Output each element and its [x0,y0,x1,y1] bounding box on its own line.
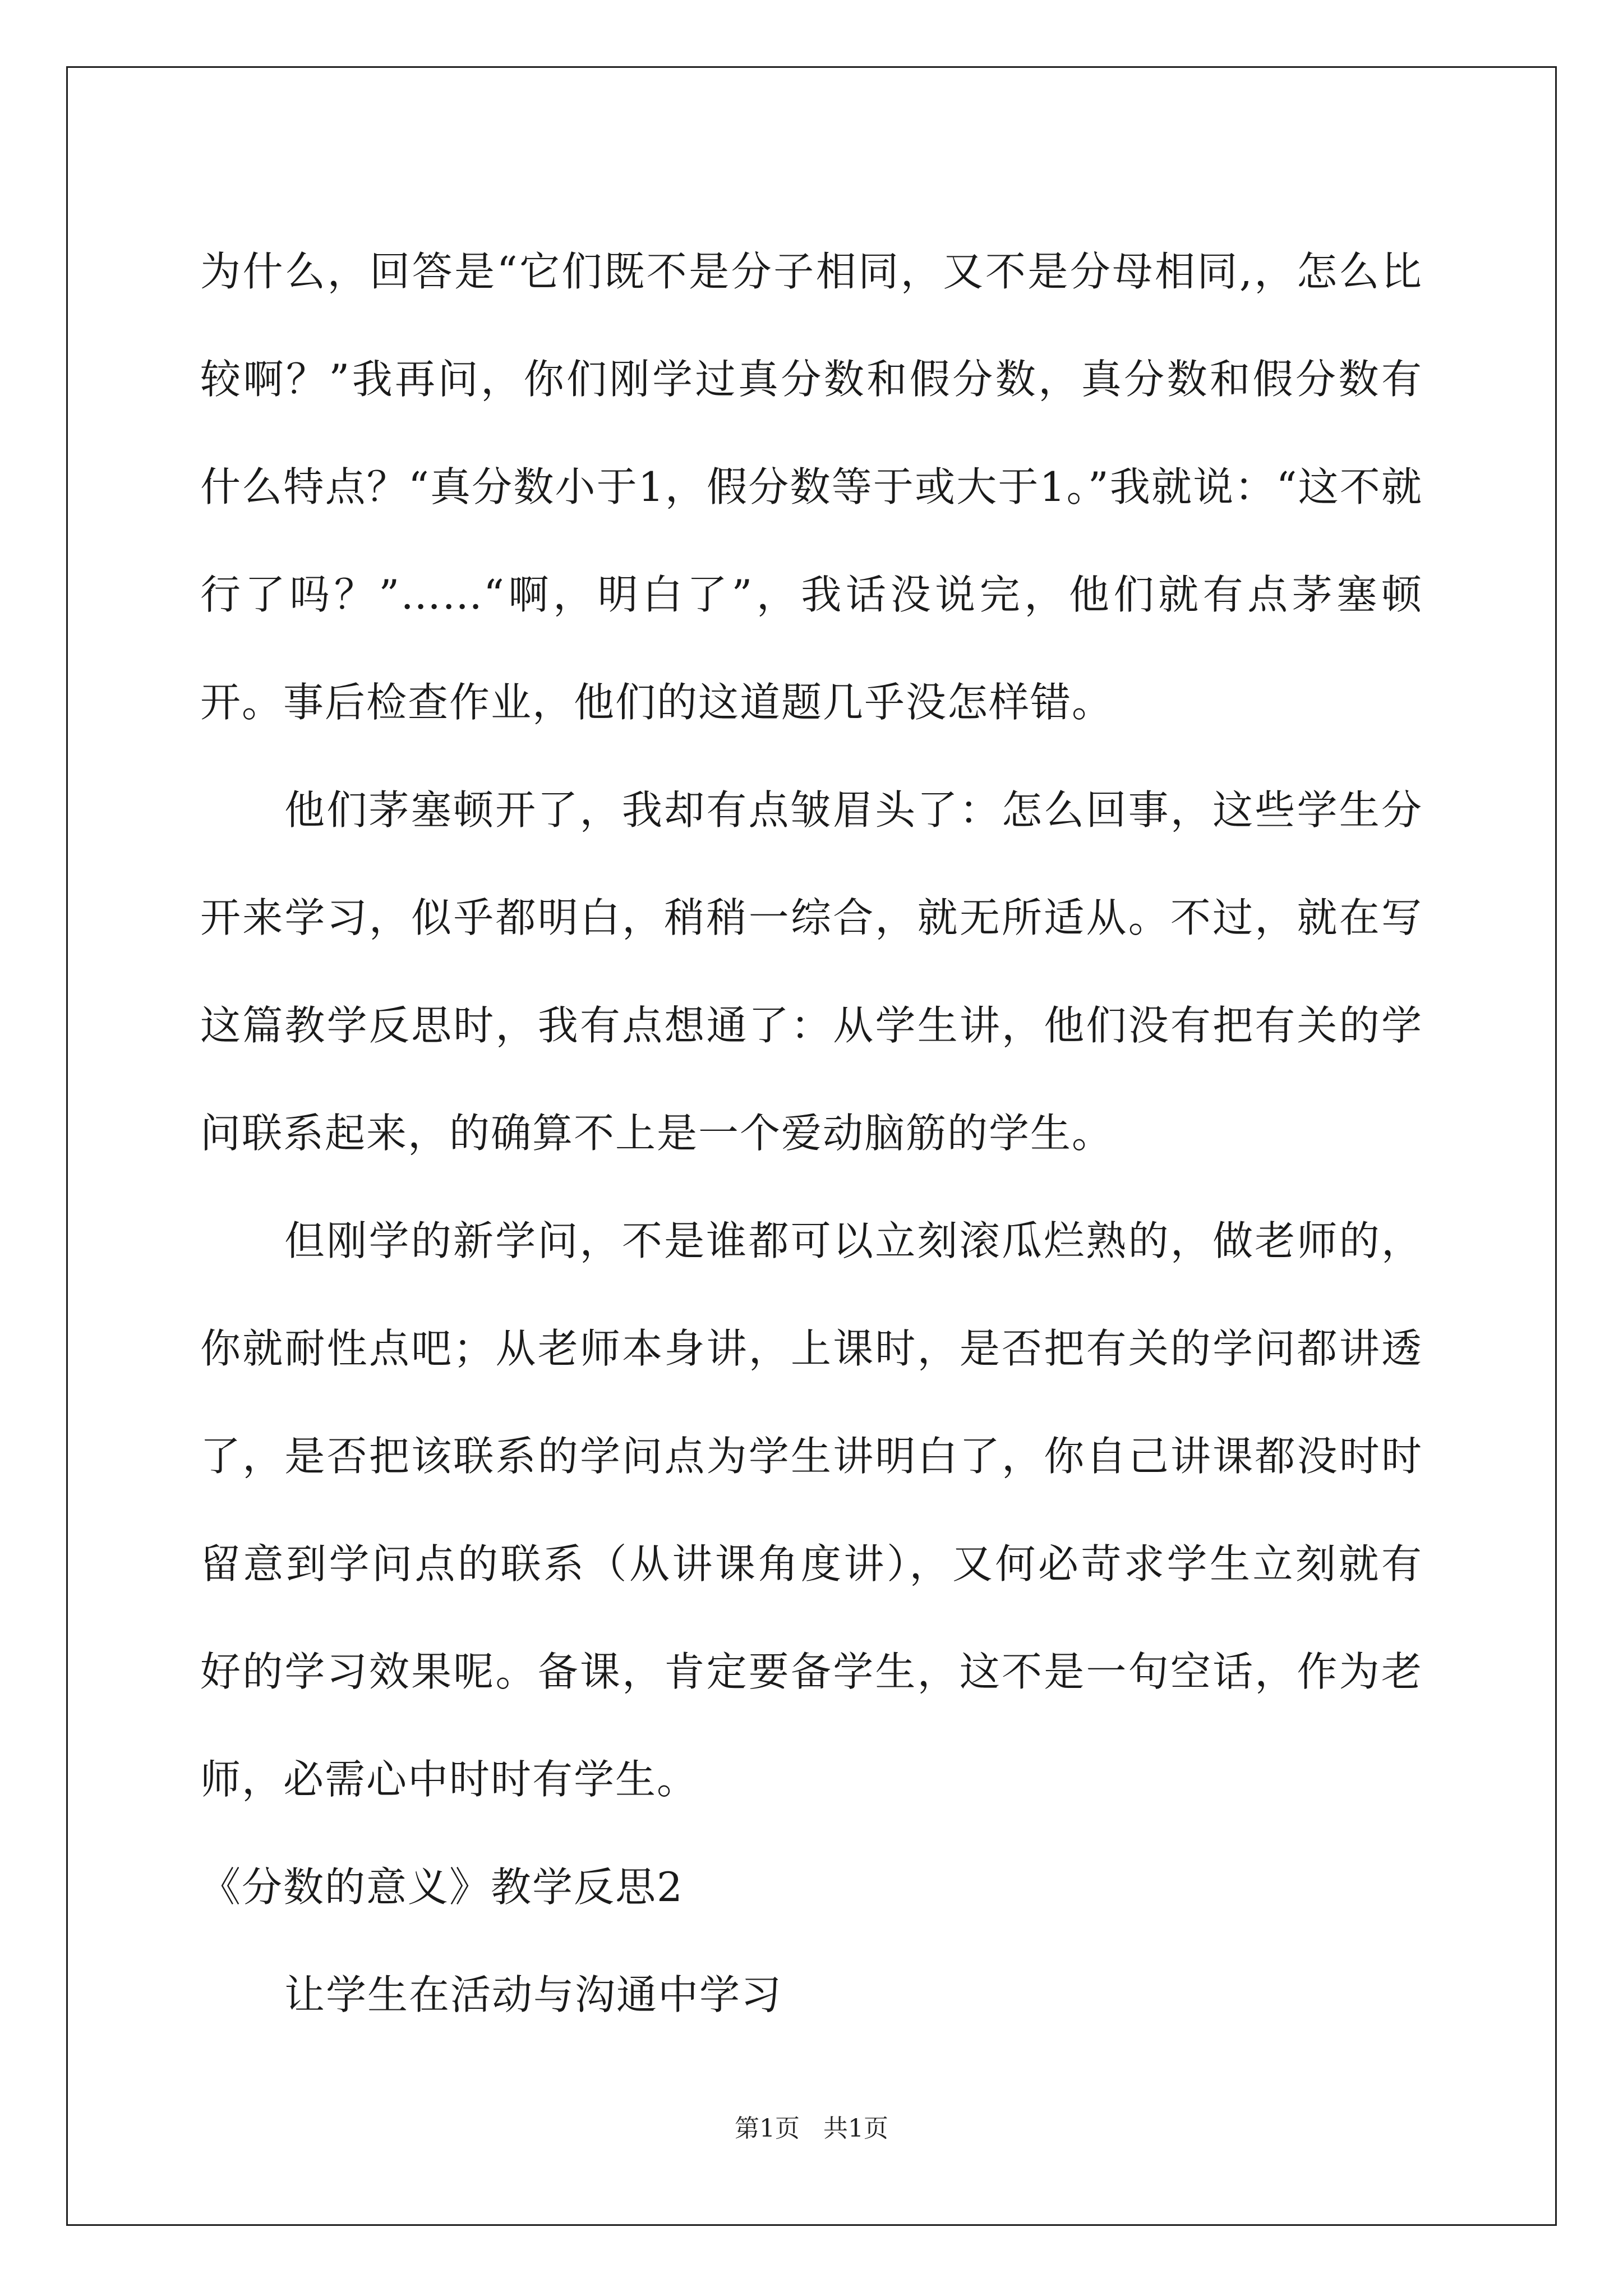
page-number-total: 共1页 [823,2114,888,2143]
section-subtitle: 让学生在活动与沟通中学习 [284,1971,783,2018]
paragraph-1: 为什么，回答是“它们既不是分子相同，又不是分母相同,，怎么比较啊？”我再问，你们刚学过真分数和假分数，真分数和假分数有什么特点？“真分数小于1，假分数等于或大于1。”我就说：“这不就行了吗？”……“啊，明白了”，我话没说完，他们就有点茅塞顿开。事后检查作业，他们的这道题几乎没怎样错。 [200,248,1423,726]
page-footer [0,2108,1623,2144]
document-body [200,218,1423,2049]
paragraph-2: 他们茅塞顿开了，我却有点皱眉头了：怎么回事，这些学生分开来学习，似乎都明白，稍稍一综合，就无所适从。不过，就在写这篇教学反思时，我有点想通了：从学生讲，他们没有把有关的学问联系起来，的确算不上是一个爱动脑筋的学生。 [200,786,1423,1157]
section-title: 《分数的意义》教学反思2 [200,1864,684,1911]
paragraph-3: 但刚学的新学问，不是谁都可以立刻滚瓜烂熟的，做老师的，你就耐性点吧；从老师本身讲，上课时，是否把有关的学问都讲透了，是否把该联系的学问点为学生讲明白了，你自己讲课都没时时留意到学问点的联系（从讲课角度讲），又何必苛求学生立刻就有好的学习效果呢。备课，肯定要备学生，这不是一句空话，作为老师，必需心中时时有学生。 [200,1217,1423,1803]
page-number-current: 第1页 [735,2114,800,2143]
